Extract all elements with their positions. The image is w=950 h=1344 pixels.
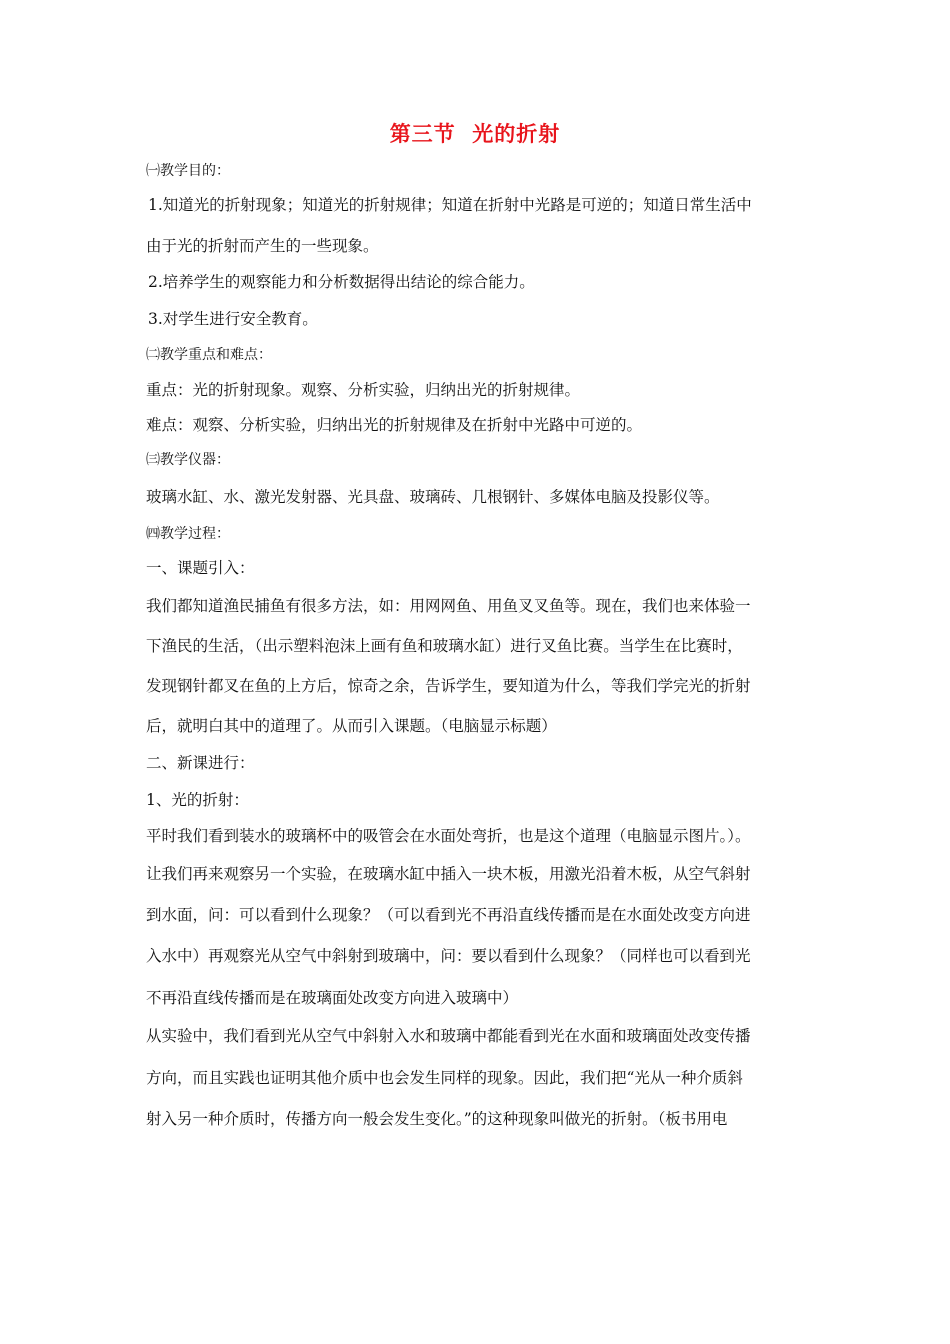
paragraph-line: 由于光的折射而产生的一些现象。 [146,237,379,255]
paragraph-line: 射入另一种介质时，传播方向一般会发生变化。”的这种现象叫做光的折射。（板书用电 [146,1110,728,1128]
section-heading-process: ㈣教学过程： [146,526,230,542]
paragraph-line: 到水面，问：可以看到什么现象？（可以看到光不再沿直线传播而是在水面处改变方向进 [146,906,751,924]
section-heading-objectives: ㈠教学目的： [146,163,230,179]
subsection-heading: 二、新课进行： [146,754,255,772]
paragraph-line: 方向，而且实践也证明其他介质中也会发生同样的现象。因此，我们把“光从一种介质斜 [146,1069,743,1087]
paragraph-line: 玻璃水缸、水、激光发射器、光具盘、玻璃砖、几根钢针、多媒体电脑及投影仪等。 [146,488,720,506]
document-title: 第三节 光的折射 [389,122,561,146]
paragraph-line: 2.培养学生的观察能力和分析数据得出结论的综合能力。 [148,273,535,291]
paragraph-line: 从实验中，我们看到光从空气中斜射入水和玻璃中都能看到光在水面和玻璃面处改变传播 [146,1027,751,1045]
paragraph-line: 重点：光的折射现象。观察、分析实验，归纳出光的折射规律。 [146,381,581,399]
paragraph-line: 让我们再来观察另一个实验，在玻璃水缸中插入一块木板，用激光沿着木板，从空气斜射 [146,865,751,883]
section-heading-key-points: ㈡教学重点和难点： [146,347,272,363]
paragraph-line: 入水中）再观察光从空气中斜射到玻璃中，问：要以看到什么现象？（同样也可以看到光 [146,947,751,965]
paragraph-line: 不再沿直线传播而是在玻璃面处改变方向进入玻璃中） [146,989,519,1007]
paragraph-line: 平时我们看到装水的玻璃杯中的吸管会在水面处弯折，也是这个道理（电脑显示图片。）。 [146,827,751,845]
paragraph-line: 发现钢针都叉在鱼的上方后，惊奇之余，告诉学生，要知道为什么，等我们学完光的折射 [146,677,751,695]
subsection-heading: 一、课题引入： [146,559,255,577]
paragraph-line: 难点：观察、分析实验，归纳出光的折射规律及在折射中光路中可逆的。 [146,416,643,434]
paragraph-line: 3.对学生进行安全教育。 [148,310,318,328]
paragraph-line: 我们都知道渔民捕鱼有很多方法，如：用网网鱼、用鱼叉叉鱼等。现在，我们也来体验一 [146,597,751,615]
section-heading-instruments: ㈢教学仪器： [146,452,230,468]
subsection-heading: 1、光的折射： [146,791,249,809]
paragraph-line: 1.知道光的折射现象；知道光的折射规律；知道在折射中光路是可逆的；知道日常生活中 [148,196,752,214]
paragraph-line: 下渔民的生活，（出示塑料泡沫上画有鱼和玻璃水缸）进行叉鱼比赛。当学生在比赛时， [146,637,743,655]
paragraph-line: 后，就明白其中的道理了。从而引入课题。（电脑显示标题） [146,717,557,735]
